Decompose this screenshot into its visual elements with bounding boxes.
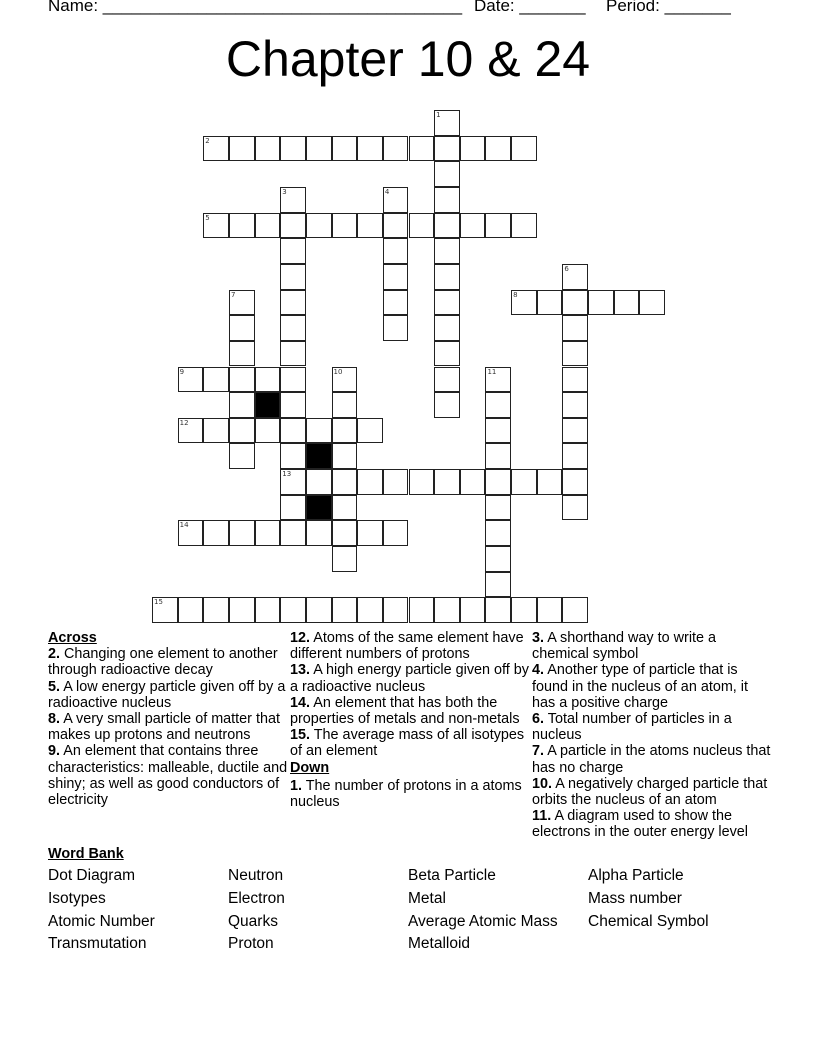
grid-cell[interactable] xyxy=(485,418,511,444)
grid-cell[interactable] xyxy=(383,520,409,546)
grid-cell[interactable] xyxy=(229,520,255,546)
clue-down-10: 10. A negatively charged particle that orbits the nucleus of an atom xyxy=(532,775,768,809)
grid-cell[interactable] xyxy=(280,213,306,239)
word-bank-item: Dot Diagram xyxy=(48,867,135,884)
grid-cell[interactable] xyxy=(562,264,588,290)
grid-cell[interactable] xyxy=(332,392,358,418)
grid-cell[interactable] xyxy=(562,495,588,521)
grid-cell[interactable] xyxy=(485,469,511,495)
grid-cell[interactable] xyxy=(255,136,281,162)
grid-cell[interactable] xyxy=(537,290,563,316)
grid-cell[interactable] xyxy=(357,597,383,623)
grid-cell[interactable] xyxy=(178,597,204,623)
clue-number: 8 xyxy=(513,290,518,299)
word-bank-item: Average Atomic Mass xyxy=(408,912,558,930)
grid-cell[interactable] xyxy=(383,597,409,623)
grid-cell[interactable] xyxy=(460,136,486,162)
clue-across-2: 2. Changing one element to another through radioactive decay xyxy=(48,646,278,679)
grid-cell[interactable] xyxy=(562,392,588,418)
grid-cell[interactable] xyxy=(434,213,460,239)
grid-cell[interactable] xyxy=(229,418,255,444)
grid-cell[interactable] xyxy=(152,597,178,623)
name-field[interactable]: Name: ______________________________________ xyxy=(48,0,463,15)
grid-cell[interactable] xyxy=(357,520,383,546)
clues-col-1 xyxy=(48,630,288,808)
grid-cell[interactable] xyxy=(280,392,306,418)
grid-cell[interactable] xyxy=(511,469,537,495)
grid-cell[interactable] xyxy=(485,495,511,521)
clue-down-3: 3. A shorthand way to write a chemical symbol xyxy=(532,630,717,663)
grid-cell[interactable] xyxy=(280,520,306,546)
grid-cell[interactable] xyxy=(332,367,358,393)
grid-cell[interactable] xyxy=(255,418,281,444)
grid-cell[interactable] xyxy=(383,136,409,162)
grid-cell[interactable] xyxy=(434,392,460,418)
grid-cell[interactable] xyxy=(409,136,435,162)
clue-number: 14 xyxy=(179,521,189,530)
grid-cell[interactable] xyxy=(485,546,511,572)
grid-cell[interactable] xyxy=(434,341,460,367)
clue-number: 7 xyxy=(230,290,236,299)
word-bank-item: Metal xyxy=(408,889,446,907)
grid-cell[interactable] xyxy=(203,213,229,239)
clue-down-11: 11. A diagram used to show the electrons in the outer energy level xyxy=(532,808,748,841)
grid-cell[interactable] xyxy=(332,136,358,162)
grid-cell[interactable] xyxy=(332,546,358,572)
grid-cell[interactable] xyxy=(280,315,306,341)
grid-cell[interactable] xyxy=(357,213,383,239)
grid-cell[interactable] xyxy=(614,290,640,316)
grid-cell[interactable] xyxy=(383,187,409,213)
date-field[interactable]: Date: _______ xyxy=(474,0,586,15)
grid-cell[interactable] xyxy=(460,213,486,239)
grid-cell[interactable] xyxy=(229,213,255,239)
grid-cell[interactable] xyxy=(485,443,511,469)
grid-cell[interactable] xyxy=(562,341,588,367)
grid-cell[interactable] xyxy=(383,315,409,341)
grid-cell[interactable] xyxy=(383,290,409,316)
grid-cell[interactable] xyxy=(485,597,511,623)
grid-cell[interactable] xyxy=(434,469,460,495)
grid-cell[interactable] xyxy=(434,315,460,341)
grid-cell[interactable] xyxy=(203,418,229,444)
grid-cell[interactable] xyxy=(537,597,563,623)
clue-across-5: 5. A low energy particle given off by a radioactive nucleus xyxy=(48,678,286,711)
clue-down-1: 1. The number of protons in a atoms nucleus xyxy=(290,777,522,811)
grid-cell[interactable] xyxy=(306,213,332,239)
word-bank-item: Alpha Particle xyxy=(588,867,684,884)
grid-cell[interactable] xyxy=(203,136,229,162)
grid-cell[interactable] xyxy=(460,469,486,495)
grid-cell[interactable] xyxy=(306,136,332,162)
grid-cell[interactable] xyxy=(280,136,306,162)
grid-cell[interactable] xyxy=(332,213,358,239)
across-heading: Across xyxy=(48,630,97,646)
grid-cell[interactable] xyxy=(255,367,281,393)
grid-cell[interactable] xyxy=(332,443,358,469)
grid-cell[interactable] xyxy=(562,367,588,393)
grid-cell[interactable] xyxy=(537,469,563,495)
grid-cell[interactable] xyxy=(383,264,409,290)
grid-cell[interactable] xyxy=(434,136,460,162)
word-bank-item: Atomic Number xyxy=(48,912,155,930)
grid-cell[interactable] xyxy=(332,418,358,444)
grid-cell[interactable] xyxy=(409,469,435,495)
clue-down-7: 7. A particle in the atoms nucleus that has no charge xyxy=(532,743,771,776)
grid-cell[interactable] xyxy=(434,110,460,136)
grid-cell[interactable] xyxy=(229,392,255,418)
grid-cell[interactable] xyxy=(588,290,614,316)
grid-cell[interactable] xyxy=(511,290,537,316)
grid-cell[interactable] xyxy=(409,213,435,239)
page-title: Chapter 10 & 24 xyxy=(225,31,591,87)
grid-cell[interactable] xyxy=(255,520,281,546)
grid-cell[interactable] xyxy=(383,213,409,239)
clue-number: 6 xyxy=(564,264,569,273)
clue-number: 13 xyxy=(282,470,292,479)
word-bank-item: Transmutation xyxy=(48,935,147,953)
grid-cell[interactable] xyxy=(485,520,511,546)
grid-cell[interactable] xyxy=(562,443,588,469)
grid-cell[interactable] xyxy=(229,290,255,316)
grid-cell[interactable] xyxy=(511,597,537,623)
clue-number: 3 xyxy=(282,187,287,196)
grid-cell[interactable] xyxy=(383,238,409,264)
grid-cell[interactable] xyxy=(280,290,306,316)
grid-cell[interactable] xyxy=(203,367,229,393)
clue-number: 10 xyxy=(333,367,343,376)
grid-cell[interactable] xyxy=(485,572,511,598)
word-bank-item: Mass number xyxy=(588,889,682,907)
grid-cell[interactable] xyxy=(280,443,306,469)
black-cell xyxy=(306,495,332,521)
grid-cell[interactable] xyxy=(434,264,460,290)
grid-cell[interactable] xyxy=(562,418,588,444)
grid-cell[interactable] xyxy=(306,597,332,623)
grid-cell[interactable] xyxy=(255,597,281,623)
grid-cell[interactable] xyxy=(178,520,204,546)
grid-cell[interactable] xyxy=(332,597,358,623)
grid-cell[interactable] xyxy=(229,341,255,367)
grid-cell[interactable] xyxy=(229,136,255,162)
crossword-grid xyxy=(152,110,666,624)
grid-cell[interactable] xyxy=(460,597,486,623)
grid-cell[interactable] xyxy=(229,367,255,393)
grid-cell[interactable] xyxy=(434,161,460,187)
word-bank-item: Chemical Symbol xyxy=(588,912,709,930)
word-bank-heading: Word Bank xyxy=(48,846,124,862)
down-heading: Down xyxy=(290,759,330,776)
grid-cell[interactable] xyxy=(511,136,537,162)
clue-across-12: 12. Atoms of the same element have different numbers of protons xyxy=(290,630,524,663)
grid-cell[interactable] xyxy=(280,341,306,367)
grid-cell[interactable] xyxy=(203,520,229,546)
grid-cell[interactable] xyxy=(229,315,255,341)
grid-cell[interactable] xyxy=(434,187,460,213)
word-bank-item: Beta Particle xyxy=(408,867,496,884)
word-bank-item: Proton xyxy=(228,935,274,953)
grid-cell[interactable] xyxy=(280,238,306,264)
clue-number: 15 xyxy=(154,598,163,607)
clue-number: 9 xyxy=(179,367,185,376)
grid-cell[interactable] xyxy=(306,520,332,546)
grid-cell[interactable] xyxy=(434,597,460,623)
grid-cell[interactable] xyxy=(485,213,511,239)
grid-cell[interactable] xyxy=(280,597,306,623)
grid-cell[interactable] xyxy=(562,469,588,495)
clue-number: 2 xyxy=(205,136,210,145)
period-field[interactable]: Period: _______ xyxy=(606,0,731,15)
grid-cell[interactable] xyxy=(485,367,511,393)
grid-cell[interactable] xyxy=(255,213,281,239)
grid-cell[interactable] xyxy=(434,290,460,316)
clue-number: 5 xyxy=(205,213,210,222)
grid-cell[interactable] xyxy=(280,264,306,290)
grid-cell[interactable] xyxy=(178,367,204,393)
black-cell xyxy=(255,392,281,418)
grid-cell[interactable] xyxy=(357,136,383,162)
clue-down-6: 6. Total number of particles in a nucleus xyxy=(532,711,732,744)
grid-cell[interactable] xyxy=(357,418,383,444)
grid-cell[interactable] xyxy=(332,469,358,495)
clue-across-13: 13. A high energy particle given off by a radioactive nucleus xyxy=(290,662,529,695)
grid-cell[interactable] xyxy=(280,418,306,444)
grid-cell[interactable] xyxy=(203,597,229,623)
clue-across-8: 8. A very small particle of matter that makes up protons and neutrons xyxy=(48,711,280,744)
grid-cell[interactable] xyxy=(434,238,460,264)
clue-across-14: 14. An element that has both the properties of metals and non-metals xyxy=(290,694,520,728)
word-bank-item: Quarks xyxy=(228,912,278,930)
clue-number: 1 xyxy=(436,111,441,119)
grid-cell[interactable] xyxy=(562,290,588,316)
black-cell xyxy=(306,443,332,469)
grid-cell[interactable] xyxy=(229,597,255,623)
grid-cell[interactable] xyxy=(562,597,588,623)
grid-cell[interactable] xyxy=(639,290,665,316)
grid-cell[interactable] xyxy=(485,136,511,162)
clue-number: 12 xyxy=(179,418,189,427)
grid-cell[interactable] xyxy=(280,495,306,521)
clues-col-2 xyxy=(290,630,530,810)
grid-cell[interactable] xyxy=(332,520,358,546)
grid-cell[interactable] xyxy=(332,495,358,521)
clue-number: 11 xyxy=(487,367,497,376)
grid-cell[interactable] xyxy=(357,469,383,495)
grid-cell[interactable] xyxy=(434,367,460,393)
grid-cell[interactable] xyxy=(306,418,332,444)
grid-cell[interactable] xyxy=(511,213,537,239)
grid-cell[interactable] xyxy=(178,418,204,444)
grid-cell[interactable] xyxy=(306,469,332,495)
grid-cell[interactable] xyxy=(409,597,435,623)
word-bank-item: Neutron xyxy=(228,867,284,884)
grid-cell[interactable] xyxy=(485,392,511,418)
grid-cell[interactable] xyxy=(229,443,255,469)
word-bank-item: Metalloid xyxy=(408,935,471,953)
grid-cell[interactable] xyxy=(383,469,409,495)
clues-col-3 xyxy=(532,630,772,841)
grid-cell[interactable] xyxy=(280,367,306,393)
clue-number: 4 xyxy=(384,187,390,196)
grid-cell[interactable] xyxy=(280,187,306,213)
clue-across-9: 9. An element that contains three characteristics: malleable, ductile and shiny; as well as good conductors of electricity xyxy=(48,743,288,809)
grid-cell[interactable] xyxy=(562,315,588,341)
word-bank-item: Electron xyxy=(228,889,285,907)
grid-cell[interactable] xyxy=(280,469,306,495)
word-bank-item: Isotypes xyxy=(48,889,106,907)
clue-down-4: 4. Another type of particle that is found in the nucleus of an atom, it has a positive charge xyxy=(532,662,749,711)
clue-across-15: 15. The average mass of all isotypes of an element xyxy=(290,727,525,760)
